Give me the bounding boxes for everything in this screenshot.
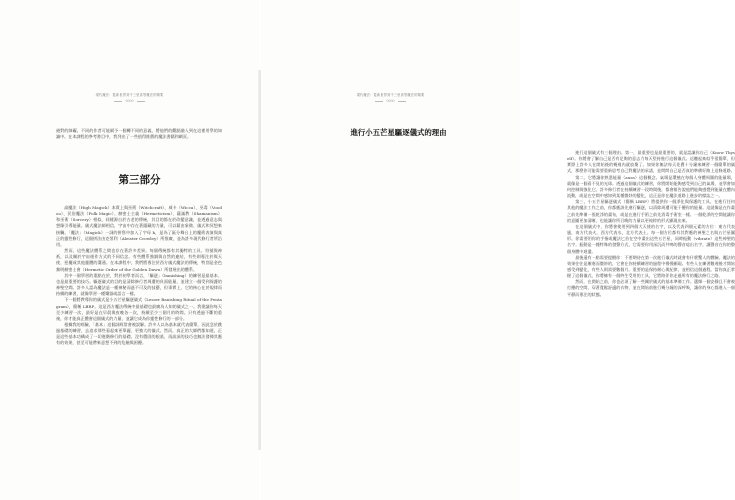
paragraph: 避對的障礙。不同的作者可能賦予一個轉不同的意義，將他們的觀點融入到在這裡用學的知識中。在本課程的參考書目中，我列出了一些值得推薦的魔法書籍和網頁。 [56, 128, 222, 140]
paragraph: 其中一個學習的重點在於，對於初學者而言，「驅逐」（banishing）的練習是最基本、也是最重要的技巧。驅逐儀式的目的是清除修行者周遭的負面能量，並建立一個受到保護的神聖空間。許多人認為魔法是一種神秘而遙不可及的技藝，但事實上，它的核心在於規律而持續的練習，就像學習一種樂器或語言一樣。 [56, 272, 222, 297]
left-page-opening-text [56, 128, 222, 162]
part-heading: 第三部分 [118, 174, 161, 186]
right-page-body [567, 150, 735, 455]
paragraph: 最後還有一點需要提醒你：不要期待在第一次進行儀式時就會有什麼驚人的體驗。魔法的效果往往是漸進而微妙的，它會在你持續練習的過程中慢慢顯現。有些人在練習數週後才開始感受到變化，有些人則需要數個月。重要的是保持耐心與紀律，並相信這個過程。當你真正掌握了這個儀式，你將擁有一個終生受用的工具，它將陪伴你走過所有的魔法修行之路。 [567, 254, 735, 279]
paragraph: 然而，在開始之前，你也必須了解一些關於儀式的基本準備工作。選擇一個安靜且不會被打擾的空間，穿著寬鬆舒適的衣物，並在開始前進行幾分鐘的深呼吸，讓你的身心都進入一個平靜而專注的狀態。 [567, 279, 735, 297]
chapter-heading: 進行小五芒星驅逐儀式的理由 [350, 128, 447, 137]
right-running-head: 現代魔法：從新世界到千三里高等魔法的精要 [356, 93, 425, 97]
paragraph: 下一個將教導你的儀式是小五芒星驅逐儀式（Lesser Banishing Ritual of the Pentagram），簡稱 LBRP。這是西方魔法傳統中最基礎也最廣為人知的儀式之一。我建議你每天至少練習一次，最好是在早晨與夜晚各一次，持續至少三個月的時間。只有透過不斷的重複，你才能真正體會這個儀式的力量，並讓它成為你靈性修行的一部分。 [56, 297, 222, 321]
left-page-number: 0000 [0, 99, 259, 103]
paragraph: 在這個儀式中，你將會使用到四個大天使的名字，以及代表四個元素的方位：東方代表風，南方代表火，西方代表水，北方代表土。每一個方位都有其對應的神聖之名與五芒星圖形。你需要用你的手指或魔法匕首在空中畫出這些五芒星，同時振動（vibrate）這些神聖的名字。振動是一種特殊的發聲方式，它需要你用深沉而共鳴的聲音唸出名字，讓聲音在你的整個身體中迴盪。 [567, 223, 735, 254]
left-page-body [56, 205, 222, 453]
left-running-head: 現代魔法：從新世界到千三里高等魔法的精要 [95, 93, 164, 97]
paragraph: 進行這個儀式有三個理由。第一，最重要也是最重要的，就是認識你自己（Know Thyself）。你將會了解自己是否有足夠的意志力每天堅持進行這個儀式。這聽起來似乎很簡單，但實際上許多人在開始後的幾週內就放棄了。如果你無法每天花費十分鐘來練習一個簡單的儀式，那麼你可能需要重新思考自己對魔法的承諾，並問問自己是否真的準備好踏上這條道路。 [567, 150, 735, 174]
right-page-number: 0000 [261, 99, 520, 103]
right-page [261, 0, 735, 500]
paragraph: 高魔法（High Magick）本質上與巫術（Witchcraft）、威卡（Wicca）、巫毒（Voodoo）、民俗魔法（Folk Magic）、赫密士主義（Hermeticism）、薩滿教（Shamanism）和巫術（Sorcery）相似，同樣源自於古老的傳統，其目的都在於改變意識，並透過意志與想像引導能量。儀式魔法師相信，宇宙中存在著隱藏的力量，可以藉由象徵、儀式和冥想來接觸。「魔法」（Magick）一詞的拼寫中加入了字母 k，是為了區分舞台上的魔術表演與真正的靈性修行，這個拼法由克勞利（Aleister Crowley）所推廣，並為許多現代修行者所沿用。 [56, 205, 222, 247]
left-page [0, 0, 259, 500]
paragraph: 第三，小五芒星驅逐儀式（簡稱 LBRP）將提供你一個淨化與保護的工具。在進行任何其他的魔法工作之前，你都應該先進行驅逐，以清除周遭可能干擾你的能量。這就像是在作畫之前先準備一張乾淨的畫布，或是在進行手術之前先消毒手術室一樣。一個乾淨的空間能讓你的意圖更加清晰，也能讓你所召喚的力量以更純粹的形式顯現出來。 [567, 199, 735, 223]
paragraph: 根據我的經驗，「基本」這個詞經常會被誤解。許多人以為基本就代表簡單，因此急於跳過基礎的練習，去追求那些看起來更華麗、更強大的儀式。然而，真正的大師們都知道，正是這些基本功構成了一切進階修行的基礎。沒有穩固的根基，再高深的技巧也無法發揮其應有的效果，甚至可能帶來意想不到的危險與困擾。 [56, 321, 222, 346]
paragraph: 第二，它將讓你熟悉能量（aura）這個概念。氣場是環繞在每個人身體周圍的能量場，就像是一個看不見的光球。透過這個儀式的練習，你將開始能夠感受到自己的氣場，並學會如何控制與強化它。許多修行者在持續練習一段時間後，都會報告說他們能夠感覺到能量在體內流動，或是在空間中感知到某種微妙的變化，這正是你在魔法道路上進步的標誌之一。 [567, 174, 735, 199]
paragraph: 然而，這些魔法體系之間也存在著許多差異。每個傳統都有其獨特的工具、符號與神祇，以及關於宇宙運作方式的不同信念。有些體系強調與自然的連結，有些則專注於與天使、惡魔或其他靈體的溝通。在本課程中，我們將專注於西方儀式魔法的傳統，特別是金色黎明赫密士會（Hermetic Order of the Golden Dawn）所發展出的體系。 [56, 248, 222, 272]
